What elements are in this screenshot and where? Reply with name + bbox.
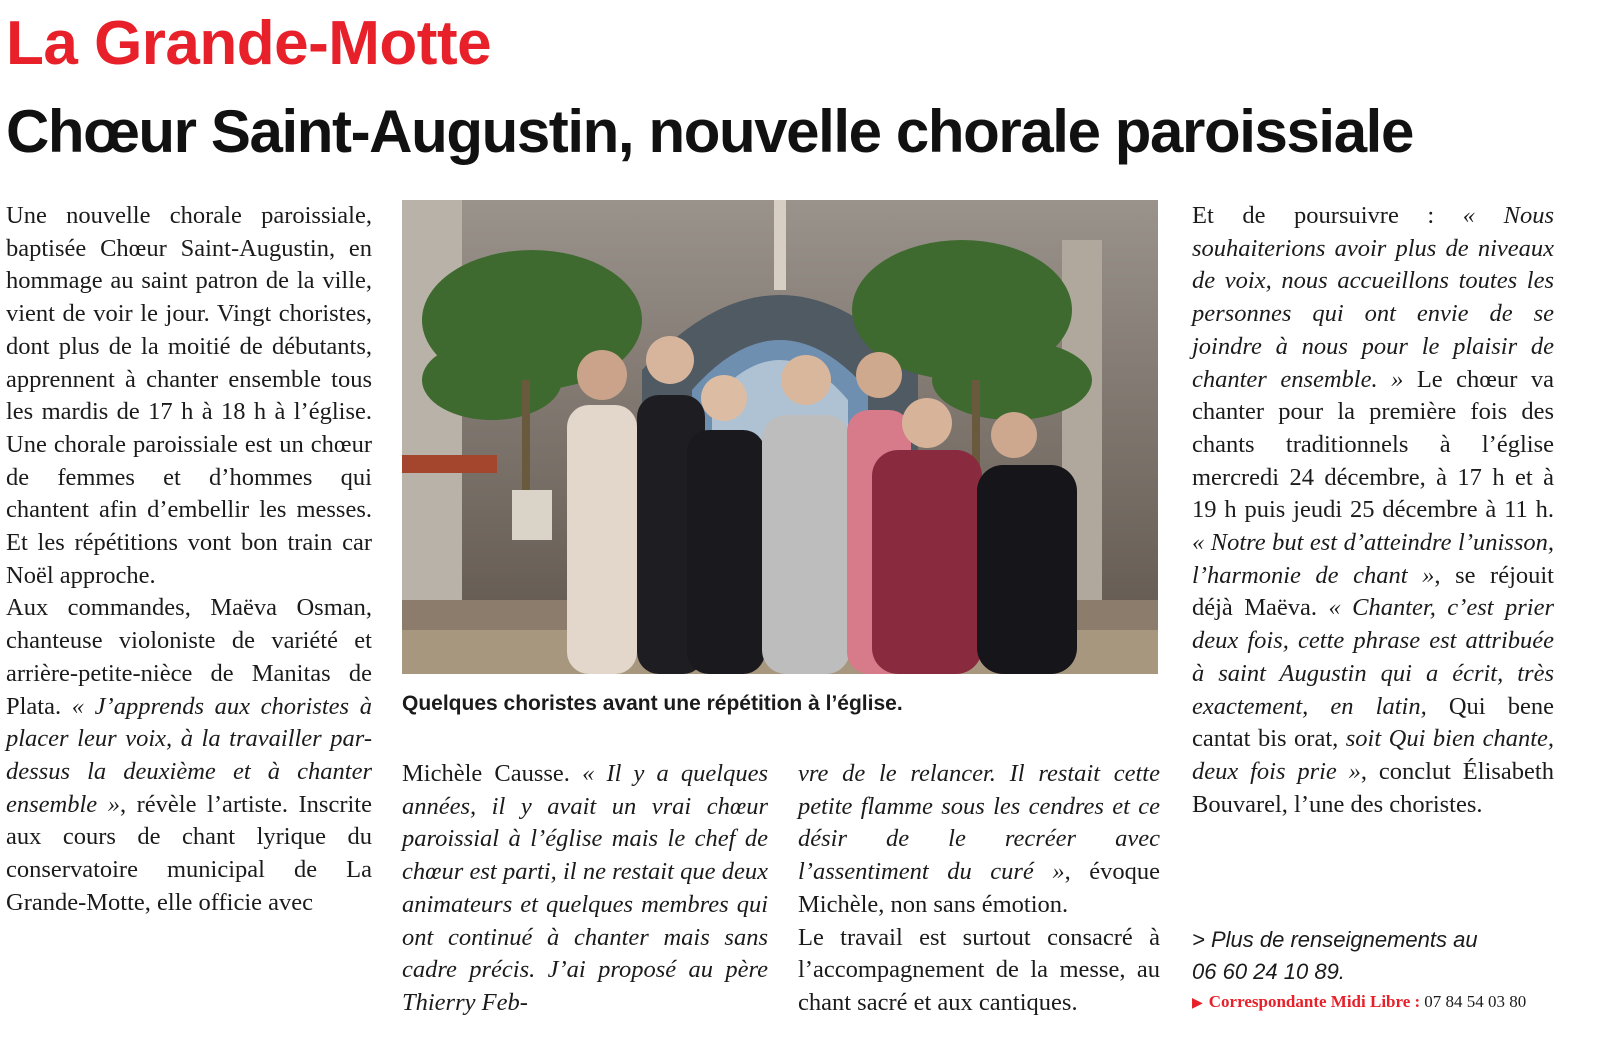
quote: « Notre but est d’atteindre l’unisson, l’harmonie de chant »	[1192, 529, 1554, 589]
text-run: Michèle Causse.	[402, 760, 583, 787]
paragraph	[6, 592, 372, 919]
headline: Chœur Saint-Augustin, nouvelle chorale paroissiale	[6, 98, 1413, 165]
triangle-right-icon: ▶	[1192, 996, 1203, 1011]
text-run: , conclut Élisabeth Bouvarel, l’une des choristes.	[1192, 757, 1554, 818]
text-run: , évoque Michèle, non sans émotion.	[798, 858, 1160, 918]
paragraph: Le travail est surtout consacré à l’accompagnement de la messe, au chant sacré et aux cantiques.	[798, 923, 1160, 1016]
text-run: Le chœur va chanter pour la première fois des chants traditionnels à l’église mercredi 24 décembre, à 17 h et à 19 h puis jeudi 25 décembre à 11 h.	[1192, 365, 1554, 524]
paragraph	[402, 758, 768, 1020]
paragraph: Une nouvelle chorale paroissiale, baptisée Chœur Saint-Augustin, en hommage au saint patron de la ville, vient de voir le jour. Vingt choristes, dont plus de la moitié de débutants, apprennent à chanter ensemble tous les mardis de 17 h à 18 h à l’église. Une chorale paroissiale est un chœur de femmes et d’hommes qui chantent afin d’embellir les messes. Et les répétitions vont bon train car Noël approche.	[6, 202, 372, 589]
text-run: , se réjouit déjà Maëva.	[1192, 561, 1554, 622]
quote: « Nous souhaiterions avoir plus de niveaux de voix, nous accueillons toutes les personnes qui ont envie de se joindre à nous pour le plaisir de chanter ensemble. »	[1192, 202, 1554, 393]
text-run: , révèle l’artiste. Inscrite aux cours de chant lyrique du conservatoire municipal de La Grande-Motte, elle officie avec	[6, 790, 372, 916]
choir-photo-illustration	[402, 200, 1158, 674]
paragraph	[798, 758, 1160, 922]
credit-label: Correspondante Midi Libre :	[1208, 992, 1421, 1011]
info-line: > Plus de renseignements au	[1192, 927, 1478, 952]
article-column-2	[402, 758, 768, 1020]
latin-phrase: Qui bene cantat bis orat	[1192, 692, 1554, 753]
photo-caption: Quelques choristes avant une répétition à l’église.	[402, 692, 903, 715]
info-box	[1192, 924, 1572, 988]
info-phone: 06 60 24 10 89.	[1192, 959, 1345, 984]
text-run: Aux commandes, Maëva Osman, chanteuse violoniste de variété et arrière-petite-nièce de Manitas de Plata.	[6, 594, 372, 720]
article-photo	[402, 200, 1158, 674]
quote: « Il y a quelques années, il y avait un vrai chœur paroissial à l’église mais le chef de chœur est parti, il ne restait que deux animateurs et quelques membres qui ont continué à chanter mais sans cadre précis. J’ai proposé au père Thierry Feb-	[402, 760, 768, 1016]
quote: , soit Qui bien chante, deux fois prie »	[1192, 725, 1554, 785]
text-run: Et de poursuivre :	[1192, 202, 1463, 229]
quote: « Chanter, c’est prier deux fois, cette phrase est attribuée à saint Augustin qui a écrit, très exactement, en latin,	[1192, 594, 1554, 720]
article-column-1	[6, 200, 372, 919]
correspondent-credit	[1192, 992, 1526, 1012]
article-column-3	[798, 758, 1160, 1020]
credit-number: 07 84 54 03 80	[1424, 992, 1527, 1011]
paragraph	[1192, 200, 1554, 821]
quote: vre de le relancer. Il restait cette petite flamme sous les cendres et ce désir de le recréer avec l’assentiment du curé »	[798, 760, 1160, 886]
article-column-4	[1192, 200, 1554, 821]
quote: « J’apprends aux choristes à placer leur voix, à la travailler par-dessus la deuxième et à chanter ensemble »	[6, 692, 372, 818]
kicker-location: La Grande-Motte	[6, 9, 492, 78]
